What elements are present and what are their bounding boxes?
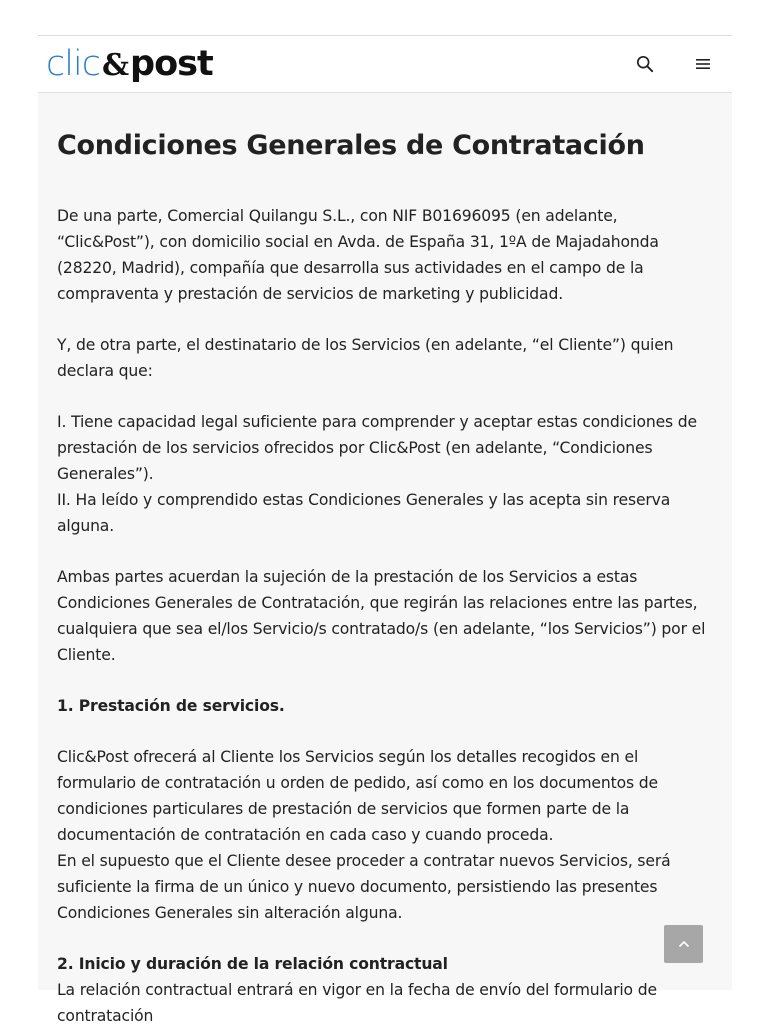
scroll-to-top-button[interactable] — [664, 925, 703, 963]
section-1-paragraph-2: En el supuesto que el Cliente desee proceder a contratar nuevos Servicios, será suficiente la firma de un único y nuevo documento, persistiendo las presentes Condiciones Generales sin alteración alguna. — [57, 852, 671, 922]
section-1-paragraph-1: Clic&Post ofrecerá al Cliente los Servicios según los detalles recogidos en el formulario de contratación u orden de pedido, así como en los documentos de condiciones particulares de prestación de servicios que formen parte de la documentación de contratación en cada caso y cuando proceda. — [57, 748, 658, 844]
logo-ampersand: & — [101, 48, 130, 83]
logo-post-text: post — [130, 44, 213, 84]
page-container — [38, 35, 732, 1025]
section-1-heading: 1. Prestación de servicios. — [57, 697, 285, 715]
site-header — [38, 36, 732, 93]
declaration-item-1: I. Tiene capacidad legal suficiente para comprender y aceptar estas condiciones de prestación de los servicios ofrecidos por Clic&Post (en adelante, “Condiciones Generales”). — [57, 413, 697, 483]
declaration-item-2: II. Ha leído y comprendido estas Condiciones Generales y las acepta sin reserva alguna. — [57, 491, 671, 535]
section-2-paragraph-1: La relación contractual entrará en vigor en la fecha de envío del formulario de contratación — [57, 981, 657, 1025]
client-paragraph: Y, de otra parte, el destinatario de los Servicios (en adelante, “el Cliente”) quien declara que: — [57, 336, 674, 380]
agreement-paragraph: Ambas partes acuerdan la sujeción de la prestación de los Servicios a estas Condiciones Generales de Contratación, que regirán las relaciones entre las partes, cualquiera que sea el/los Servicio/s contratado/s (en adelante, “los Servicios”) por el Cliente. — [57, 568, 706, 664]
chevron-up-icon — [678, 940, 690, 948]
search-button[interactable] — [631, 50, 659, 78]
site-logo[interactable] — [46, 42, 213, 86]
menu-toggle-button[interactable] — [689, 50, 717, 78]
article-content — [57, 122, 717, 1029]
intro-paragraph: De una parte, Comercial Quilangu S.L., con NIF B01696095 (en adelante, “Clic&Post”), con domicilio social en Avda. de España 31, 1ºA de Majadahonda (28220, Madrid), compañía que desarrolla sus actividades en el campo de la compraventa y prestación de servicios de marketing y publicidad. — [57, 207, 659, 303]
search-icon — [636, 55, 654, 73]
logo-clic-text: clic — [46, 44, 100, 84]
section-2-heading: 2. Inicio y duración de la relación contractual — [57, 955, 448, 973]
page-title: Condiciones Generales de Contratación — [57, 130, 645, 161]
hamburger-menu-icon — [695, 57, 711, 71]
